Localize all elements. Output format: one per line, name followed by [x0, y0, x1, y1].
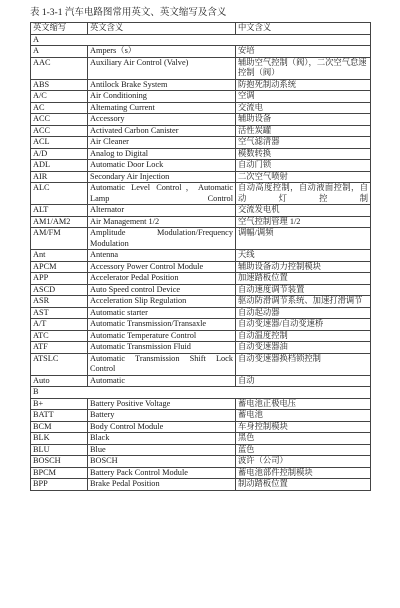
- table-row: [31, 284, 371, 296]
- meaning-zh-cell: 蓄电池部件控制模块: [236, 467, 371, 479]
- meaning-zh-cell: 自动变速器油: [236, 342, 371, 354]
- table-row: [31, 137, 371, 149]
- table-row: [31, 148, 371, 160]
- abbr-cell: ATC: [31, 330, 88, 342]
- meaning-zh-cell: 自动变速器换档锁控制: [236, 353, 371, 375]
- meaning-zh-cell: 蓝色: [236, 444, 371, 456]
- table-row: [31, 79, 371, 91]
- meaning-en-cell: Automatic Level Control，Automatic Lamp Control: [88, 183, 236, 205]
- abbr-cell: B+: [31, 398, 88, 410]
- meaning-en-cell: Black: [88, 433, 236, 445]
- table-row: [31, 171, 371, 183]
- meaning-en-cell: Accessory Power Control Module: [88, 261, 236, 273]
- table-header-row: [31, 23, 371, 35]
- abbr-cell: ABS: [31, 79, 88, 91]
- meaning-en-cell: Automatic starter: [88, 307, 236, 319]
- meaning-zh-cell: 空气控制管理 1/2: [236, 216, 371, 228]
- meaning-zh-cell: 自动变速器/自动变速桥: [236, 319, 371, 331]
- meaning-zh-cell: 波许（公司）: [236, 456, 371, 468]
- meaning-zh-cell: 空调: [236, 91, 371, 103]
- abbr-cell: ACC: [31, 114, 88, 126]
- meaning-zh-cell: 交流电: [236, 102, 371, 114]
- abbr-cell: A/C: [31, 91, 88, 103]
- meaning-zh-cell: 辅助设备动力控制模块: [236, 261, 371, 273]
- table-row: [31, 102, 371, 114]
- abbr-cell: AC: [31, 102, 88, 114]
- meaning-zh-cell: 空气滤清器: [236, 137, 371, 149]
- meaning-en-cell: BOSCH: [88, 456, 236, 468]
- header-abbr: 英文缩写: [31, 23, 88, 35]
- table-row: [31, 160, 371, 172]
- table-row: [31, 273, 371, 285]
- meaning-en-cell: Automatic Temperature Control: [88, 330, 236, 342]
- abbr-cell: BCM: [31, 421, 88, 433]
- abbr-cell: AST: [31, 307, 88, 319]
- meaning-en-cell: Accessory: [88, 114, 236, 126]
- table-row: [31, 307, 371, 319]
- meaning-zh-cell: 二次空气喷射: [236, 171, 371, 183]
- table-row: [31, 205, 371, 217]
- table-row: [31, 91, 371, 103]
- meaning-zh-cell: 辅助设备: [236, 114, 371, 126]
- meaning-en-cell: Antilock Brake System: [88, 79, 236, 91]
- meaning-zh-cell: 自动速度调节装置: [236, 284, 371, 296]
- table-row: [31, 353, 371, 375]
- meaning-en-cell: Acceleration Slip Regulation: [88, 296, 236, 308]
- meaning-zh-cell: 自动温度控制: [236, 330, 371, 342]
- table-row: [31, 398, 371, 410]
- meaning-zh-cell: 自动门锁: [236, 160, 371, 172]
- abbr-cell: APP: [31, 273, 88, 285]
- table-row: [31, 375, 371, 387]
- table-row: [31, 261, 371, 273]
- meaning-en-cell: Auxiliary Air Control (Valve): [88, 57, 236, 79]
- meaning-en-cell: Blue: [88, 444, 236, 456]
- meaning-zh-cell: 调幅/调频: [236, 228, 371, 250]
- meaning-zh-cell: 黑色: [236, 433, 371, 445]
- meaning-en-cell: Air Cleaner: [88, 137, 236, 149]
- abbr-cell: ASR: [31, 296, 88, 308]
- table-row: [31, 216, 371, 228]
- meaning-en-cell: Battery Positive Voltage: [88, 398, 236, 410]
- meaning-en-cell: Automatic: [88, 375, 236, 387]
- meaning-en-cell: Battery Pack Control Module: [88, 467, 236, 479]
- abbr-cell: ATF: [31, 342, 88, 354]
- meaning-en-cell: Automatic Transmission/Transaxle: [88, 319, 236, 331]
- abbr-cell: A/D: [31, 148, 88, 160]
- header-meaning-en: 英文含义: [88, 23, 236, 35]
- glossary-table: [30, 22, 371, 491]
- abbr-cell: ACL: [31, 137, 88, 149]
- meaning-en-cell: Automatic Transmission Shift Lock Control: [88, 353, 236, 375]
- abbr-cell: AM1/AM2: [31, 216, 88, 228]
- abbr-cell: ASCD: [31, 284, 88, 296]
- table-row: [31, 46, 371, 58]
- header-meaning-zh: 中文含义: [236, 23, 371, 35]
- table-row: [31, 114, 371, 126]
- meaning-en-cell: Air Management 1/2: [88, 216, 236, 228]
- meaning-en-cell: Body Control Module: [88, 421, 236, 433]
- abbr-cell: BPCM: [31, 467, 88, 479]
- glossary-table-body: [31, 23, 371, 491]
- meaning-en-cell: Amplitude Modulation/Frequency Modulation: [88, 228, 236, 250]
- meaning-zh-cell: 蓄电池: [236, 410, 371, 422]
- meaning-zh-cell: 模数转换: [236, 148, 371, 160]
- section-label: B: [31, 387, 371, 399]
- table-row: [31, 467, 371, 479]
- abbr-cell: A: [31, 46, 88, 58]
- abbr-cell: BLU: [31, 444, 88, 456]
- abbr-cell: Auto: [31, 375, 88, 387]
- meaning-zh-cell: 活性炭罐: [236, 125, 371, 137]
- table-row: [31, 330, 371, 342]
- meaning-zh-cell: 车身控制模块: [236, 421, 371, 433]
- meaning-en-cell: Secondary Air Injection: [88, 171, 236, 183]
- meaning-zh-cell: 制动踏板位置: [236, 479, 371, 491]
- meaning-en-cell: Ampers（s）: [88, 46, 236, 58]
- table-row: [31, 250, 371, 262]
- meaning-en-cell: Automatic Transmission Fluid: [88, 342, 236, 354]
- table-row: [31, 444, 371, 456]
- abbr-cell: APCM: [31, 261, 88, 273]
- meaning-zh-cell: 辅助空气控制（阀），二次空气怠速控制（阀）: [236, 57, 371, 79]
- meaning-en-cell: Brake Pedal Position: [88, 479, 236, 491]
- abbr-cell: AM/FM: [31, 228, 88, 250]
- section-row: [31, 387, 371, 399]
- meaning-zh-cell: 天线: [236, 250, 371, 262]
- table-row: [31, 228, 371, 250]
- abbr-cell: ALT: [31, 205, 88, 217]
- abbr-cell: BATT: [31, 410, 88, 422]
- abbr-cell: ATSLC: [31, 353, 88, 375]
- meaning-zh-cell: 驱动防滑调节系统、加速打滑调节: [236, 296, 371, 308]
- meaning-en-cell: Air Conditioning: [88, 91, 236, 103]
- table-caption: 表 1-3-1 汽车电路图常用英文、英文缩写及含义: [30, 8, 227, 18]
- meaning-en-cell: Antenna: [88, 250, 236, 262]
- meaning-en-cell: Altemating Current: [88, 102, 236, 114]
- meaning-zh-cell: 防抱死制动系统: [236, 79, 371, 91]
- table-row: [31, 183, 371, 205]
- meaning-zh-cell: 蓄电池正极电压: [236, 398, 371, 410]
- table-row: [31, 456, 371, 468]
- abbr-cell: ADL: [31, 160, 88, 172]
- table-row: [31, 296, 371, 308]
- table-row: [31, 57, 371, 79]
- meaning-en-cell: Analog to Digital: [88, 148, 236, 160]
- abbr-cell: AAC: [31, 57, 88, 79]
- meaning-en-cell: Alternator: [88, 205, 236, 217]
- meaning-zh-cell: 自动起动器: [236, 307, 371, 319]
- meaning-en-cell: Automatic Door Lock: [88, 160, 236, 172]
- abbr-cell: BOSCH: [31, 456, 88, 468]
- meaning-en-cell: Battery: [88, 410, 236, 422]
- section-row: [31, 34, 371, 46]
- meaning-zh-cell: 自动: [236, 375, 371, 387]
- meaning-en-cell: Accelerator Pedal Position: [88, 273, 236, 285]
- abbr-cell: AIR: [31, 171, 88, 183]
- meaning-zh-cell: 交流发电机: [236, 205, 371, 217]
- table-row: [31, 433, 371, 445]
- abbr-cell: A/T: [31, 319, 88, 331]
- section-label: A: [31, 34, 371, 46]
- abbr-cell: Ant: [31, 250, 88, 262]
- abbr-cell: BLK: [31, 433, 88, 445]
- abbr-cell: BPP: [31, 479, 88, 491]
- meaning-zh-cell: 自动高度控制，自动液面控制，自动灯控制: [236, 183, 371, 205]
- table-row: [31, 125, 371, 137]
- table-row: [31, 479, 371, 491]
- table-row: [31, 319, 371, 331]
- meaning-zh-cell: 安培: [236, 46, 371, 58]
- abbr-cell: ALC: [31, 183, 88, 205]
- table-row: [31, 421, 371, 433]
- meaning-en-cell: Auto Speed control Device: [88, 284, 236, 296]
- meaning-zh-cell: 加速踏板位置: [236, 273, 371, 285]
- table-row: [31, 410, 371, 422]
- abbr-cell: ACC: [31, 125, 88, 137]
- meaning-en-cell: Activated Carbon Canister: [88, 125, 236, 137]
- table-row: [31, 342, 371, 354]
